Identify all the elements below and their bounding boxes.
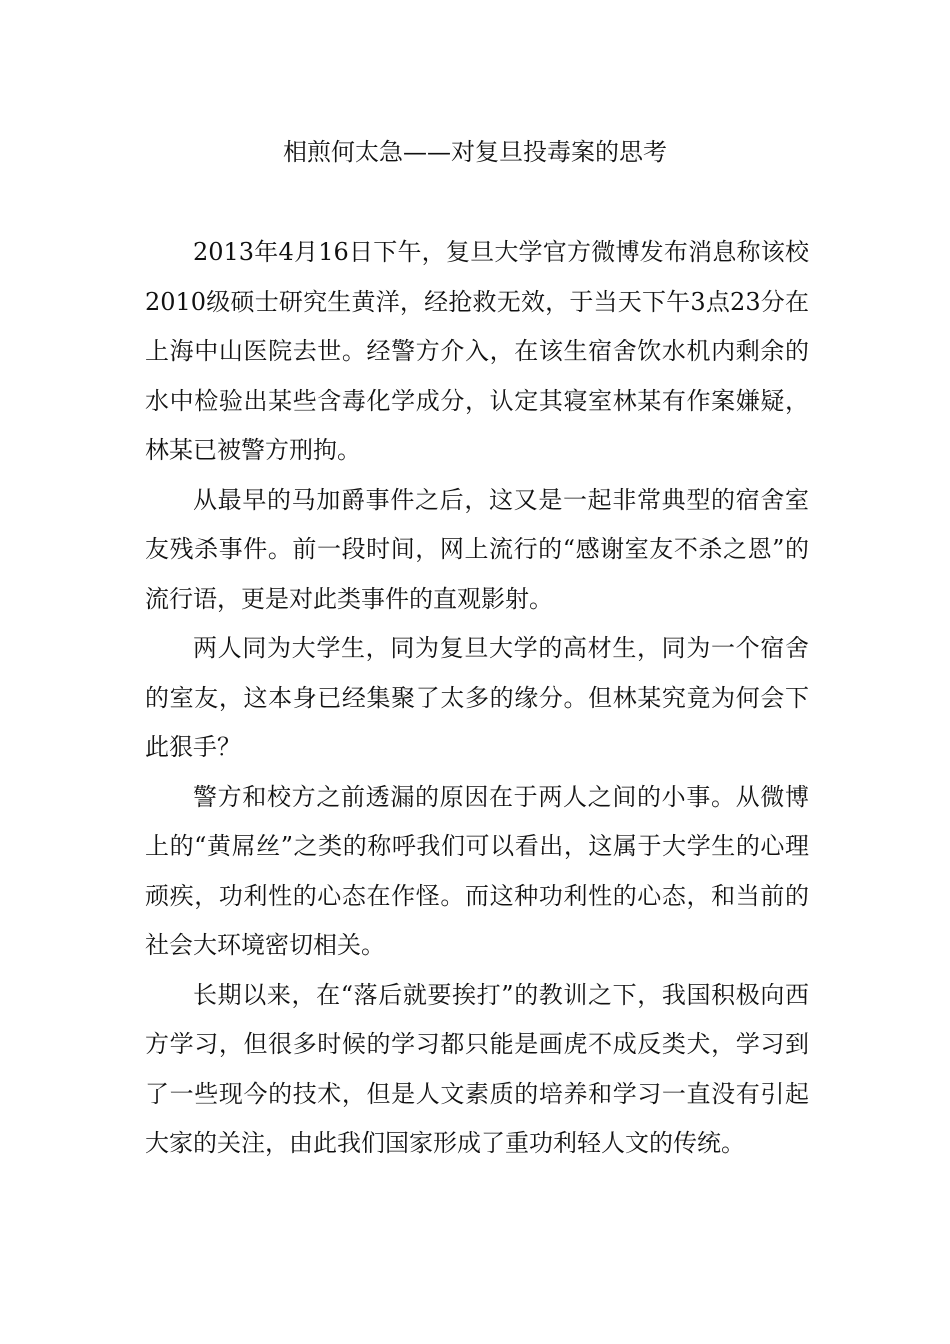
- document-title: 相煎何太急——对复旦投毒案的思考: [283, 138, 667, 166]
- paragraph-4: 警方和校方之前透漏的原因在于两人之间的小事。从微博上的“黄屌丝”之类的称呼我们可以看出，这属于大学生的心理顽疾，功利性的心态在作怪。而这种功利性的心态，和当前的社会大环境密切相关。: [145, 782, 809, 959]
- document-body: [145, 228, 809, 1169]
- paragraph-3: 两人同为大学生，同为复旦大学的高材生，同为一个宿舍的室友，这本身已经集聚了太多的缘分。但林某究竟为何会下此狠手？: [145, 634, 809, 761]
- paragraph-1: 2013年4月16日下午，复旦大学官方微博发布消息称该校2010级硕士研究生黄洋，经抢救无效，于当天下午3点23分在上海中山医院去世。经警方介入，在该生宿舍饮水机内剩余的水中检验出某些含毒化学成分，认定其寝室林某有作案嫌疑，林某已被警方刑拘。: [145, 238, 809, 464]
- paragraph-5: 长期以来，在“落后就要挨打”的教训之下，我国积极向西方学习，但很多时候的学习都只能是画虎不成反类犬，学习到了一些现今的技术，但是人文素质的培养和学习一直没有引起大家的关注，由此我们国家形成了重功利轻人文的传统。: [145, 980, 809, 1157]
- paragraph-2: 从最早的马加爵事件之后，这又是一起非常典型的宿舍室友残杀事件。前一段时间，网上流行的“感谢室友不杀之恩”的流行语，更是对此类事件的直观影射。: [145, 485, 809, 613]
